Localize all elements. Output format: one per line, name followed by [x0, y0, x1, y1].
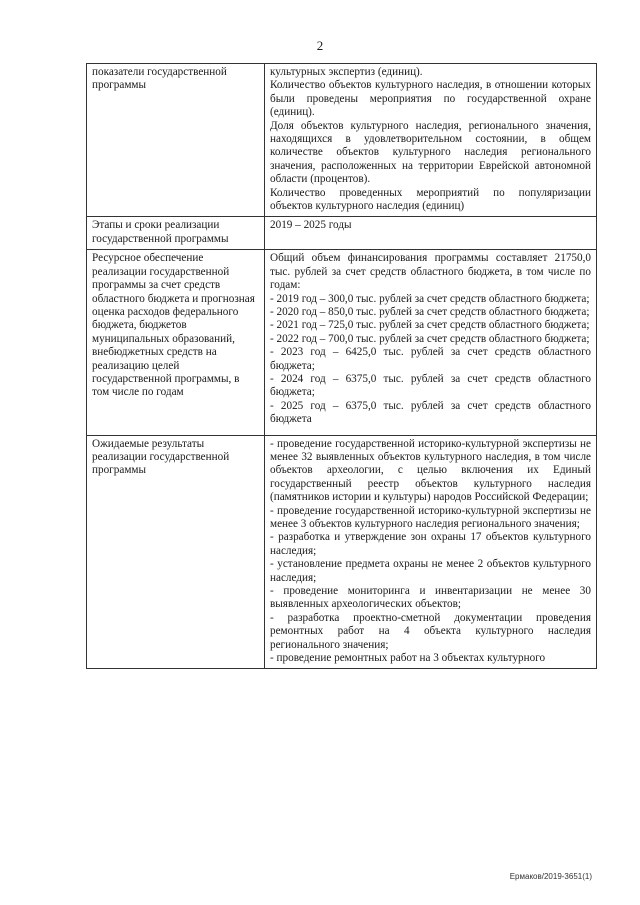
content-line: - проведение ремонтных работ на 3 объектах культурного	[270, 652, 546, 665]
content-line: - 2019 год – 300,0 тыс. рублей за счет средств областного бюджета;	[270, 292, 590, 305]
content-line: - установление предмета охраны не менее 2 объектов культурного наследия;	[270, 558, 591, 584]
document-reference: Ермаков/2019-3651(1)	[509, 872, 592, 881]
content-line: - 2024 год – 6375,0 тыс. рублей за счет средств областного бюджета;	[270, 372, 591, 399]
row-content	[265, 435, 597, 669]
row-label: Этапы и сроки реализации государственной программы	[87, 217, 265, 250]
table-row	[87, 250, 597, 435]
content-line: - 2022 год – 700,0 тыс. рублей за счет средств областного бюджета;	[270, 332, 590, 345]
content-line: - разработка проектно-сметной документации проведения ремонтных работ на 4 объекта культурного наследия регионального значения;	[270, 611, 591, 651]
content-line: - 2023 год – 6425,0 тыс. рублей за счет средств областного бюджета;	[270, 346, 591, 372]
content-line: - проведение государственной историко-культурной экспертизы не менее 3 объектов культурного наследия регионального значения;	[270, 504, 591, 530]
table-row	[87, 435, 597, 669]
content-line: - 2025 год – 6375,0 тыс. рублей за счет средств областного бюджета	[270, 399, 591, 426]
table-row	[87, 64, 597, 217]
content-line: - 2020 год – 850,0 тыс. рублей за счет средств областного бюджета;	[270, 305, 590, 318]
row-label: Ресурсное обеспечение реализации государственной программы за счет средств областного бюджета и прогнозная оценка расходов федерального бюджета, бюджетов муниципальных образований, внебюджетных средств на реализацию целей государственной программы, в том числе по годам	[87, 250, 265, 435]
content-line: Общий объем финансирования программы составляет 21750,0 тыс. рублей за счет средств областного бюджета, в том числе по годам:	[270, 252, 591, 292]
content-line: - разработка и утверждение зон охраны 17 объектов культурного наследия;	[270, 531, 591, 557]
row-content	[265, 64, 597, 217]
row-label: показатели государственной программы	[87, 64, 265, 217]
content-line: Количество объектов культурного наследия, в отношении которых были проведены мероприятия по государственной охране (единиц).	[270, 79, 591, 119]
passport-table	[86, 63, 597, 669]
content-line: культурных экспертиз (единиц).	[270, 66, 423, 78]
content-line: - проведение мониторинга и инвентаризации не менее 30 выявленных археологических объектов;	[270, 585, 591, 611]
page-number: 2	[316, 38, 324, 53]
content-line: - проведение государственной историко-культурной экспертизы не менее 32 выявленных объектов культурного наследия, в том числе объектов археологии, с целью включения их Единый государственный реестр объектов культурного наследия (памятников истории и культуры) народов Российской Федерации;	[270, 437, 591, 504]
content-line: Доля объектов культурного наследия, регионального значения, находящихся в удовлетворительном состоянии, в общем количестве объектов культурного наследия регионального значения, расположенных на территории Еврейской автономной области (процентов).	[270, 119, 591, 186]
table-row	[87, 217, 597, 250]
row-content	[265, 217, 597, 250]
row-content	[265, 250, 597, 435]
row-label: Ожидаемые результаты реализации государственной программы	[87, 435, 265, 669]
content-line: - 2021 год – 725,0 тыс. рублей за счет средств областного бюджета;	[270, 319, 590, 332]
content-line: 2019 – 2025 годы	[270, 219, 352, 232]
content-line: Количество проведенных мероприятий по популяризации объектов культурного наследия (единиц)	[270, 186, 591, 213]
